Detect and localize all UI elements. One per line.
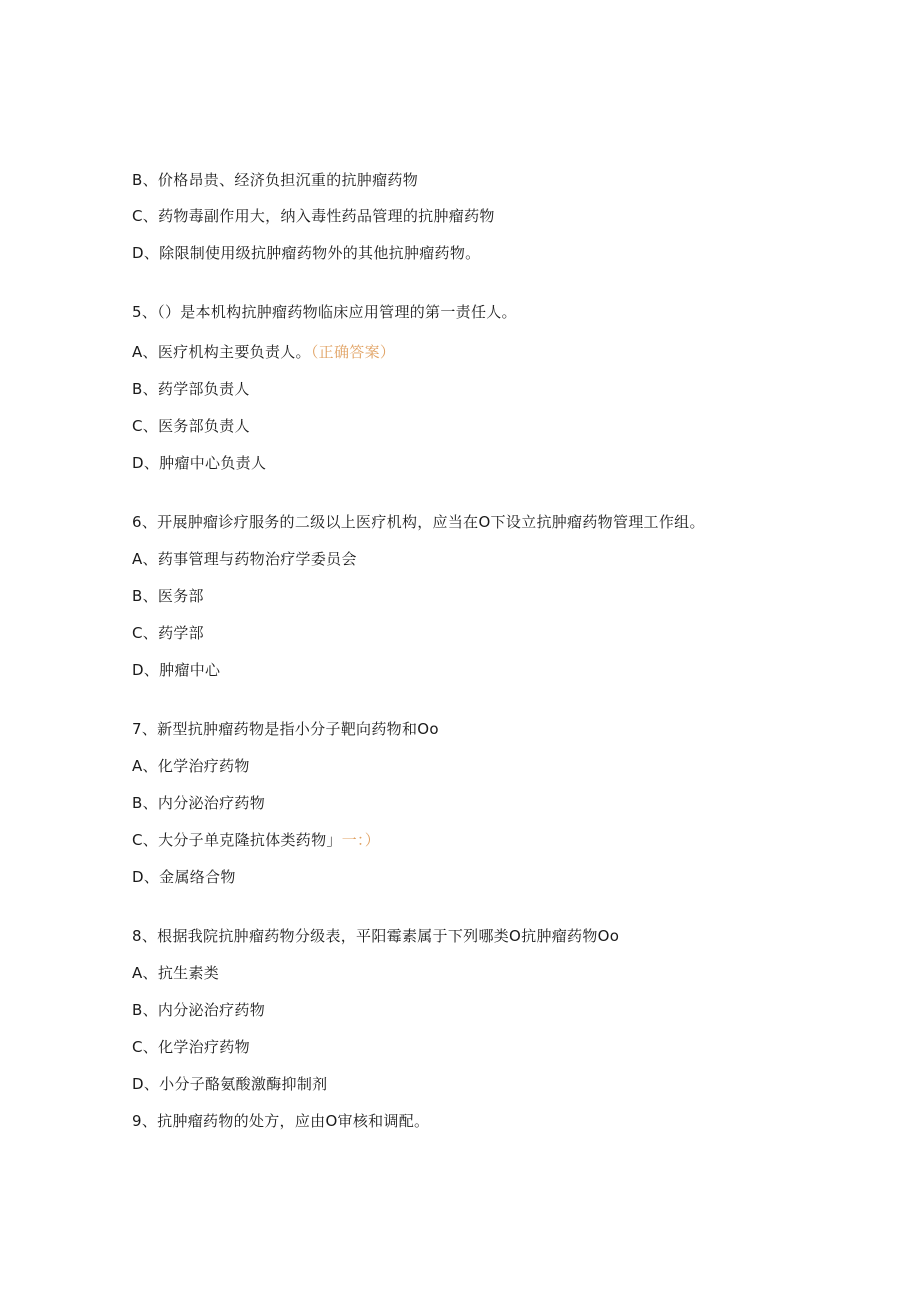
q4-option-b: B、价格昂贵、经济负担沉重的抗肿瘤药物 bbox=[132, 171, 418, 189]
q7-option-d: D、金属络合物 bbox=[132, 868, 236, 886]
q6-question: 6、开展肿瘤诊疗服务的二级以上医疗机构，应当在O下设立抗肿瘤药物管理工作组。 bbox=[132, 513, 705, 531]
q7-option-b: B、内分泌治疗药物 bbox=[132, 794, 265, 812]
q7-option-c bbox=[132, 830, 380, 850]
q9-question: 9、抗肿瘤药物的处方，应由O审核和调配。 bbox=[132, 1112, 430, 1130]
q8-question: 8、根据我院抗肿瘤药物分级表，平阳霉素属于下列哪类O抗肿瘤药物Oo bbox=[132, 927, 620, 945]
q6-option-d: D、肿瘤中心 bbox=[132, 661, 221, 679]
q5-option-a-text: A、医疗机构主要负责人。 bbox=[132, 343, 311, 361]
answer-note: 一：） bbox=[341, 831, 381, 849]
q7-question: 7、新型抗肿瘤药物是指小分子靶向药物和Oo bbox=[132, 720, 439, 738]
q4-option-c: C、药物毒副作用大，纳入毒性药品管理的抗肿瘤药物 bbox=[132, 207, 495, 225]
q8-option-c: C、化学治疗药物 bbox=[132, 1038, 250, 1056]
q4-option-d: D、除限制使用级抗肿瘤药物外的其他抗肿瘤药物。 bbox=[132, 244, 481, 262]
q8-option-a: A、抗生素类 bbox=[132, 964, 220, 982]
correct-answer-note: （正确答案） bbox=[310, 343, 396, 361]
q7-option-c-text: C、大分子单克隆抗体类药物」 bbox=[132, 831, 342, 849]
q6-option-a: A、药事管理与药物治疗学委员会 bbox=[132, 550, 357, 568]
q7-option-a: A、化学治疗药物 bbox=[132, 757, 250, 775]
q5-option-a bbox=[132, 342, 395, 362]
q8-option-b: B、内分泌治疗药物 bbox=[132, 1001, 265, 1019]
q5-option-d: D、肿瘤中心负责人 bbox=[132, 454, 267, 472]
q6-option-b: B、医务部 bbox=[132, 587, 204, 605]
q5-option-c: C、医务部负责人 bbox=[132, 417, 250, 435]
q8-option-d: D、小分子酪氨酸激酶抑制剂 bbox=[132, 1075, 328, 1093]
q5-question: 5、（）是本机构抗肿瘤药物临床应用管理的第一责任人。 bbox=[132, 303, 517, 321]
q5-option-b: B、药学部负责人 bbox=[132, 380, 250, 398]
q6-option-c: C、药学部 bbox=[132, 624, 204, 642]
